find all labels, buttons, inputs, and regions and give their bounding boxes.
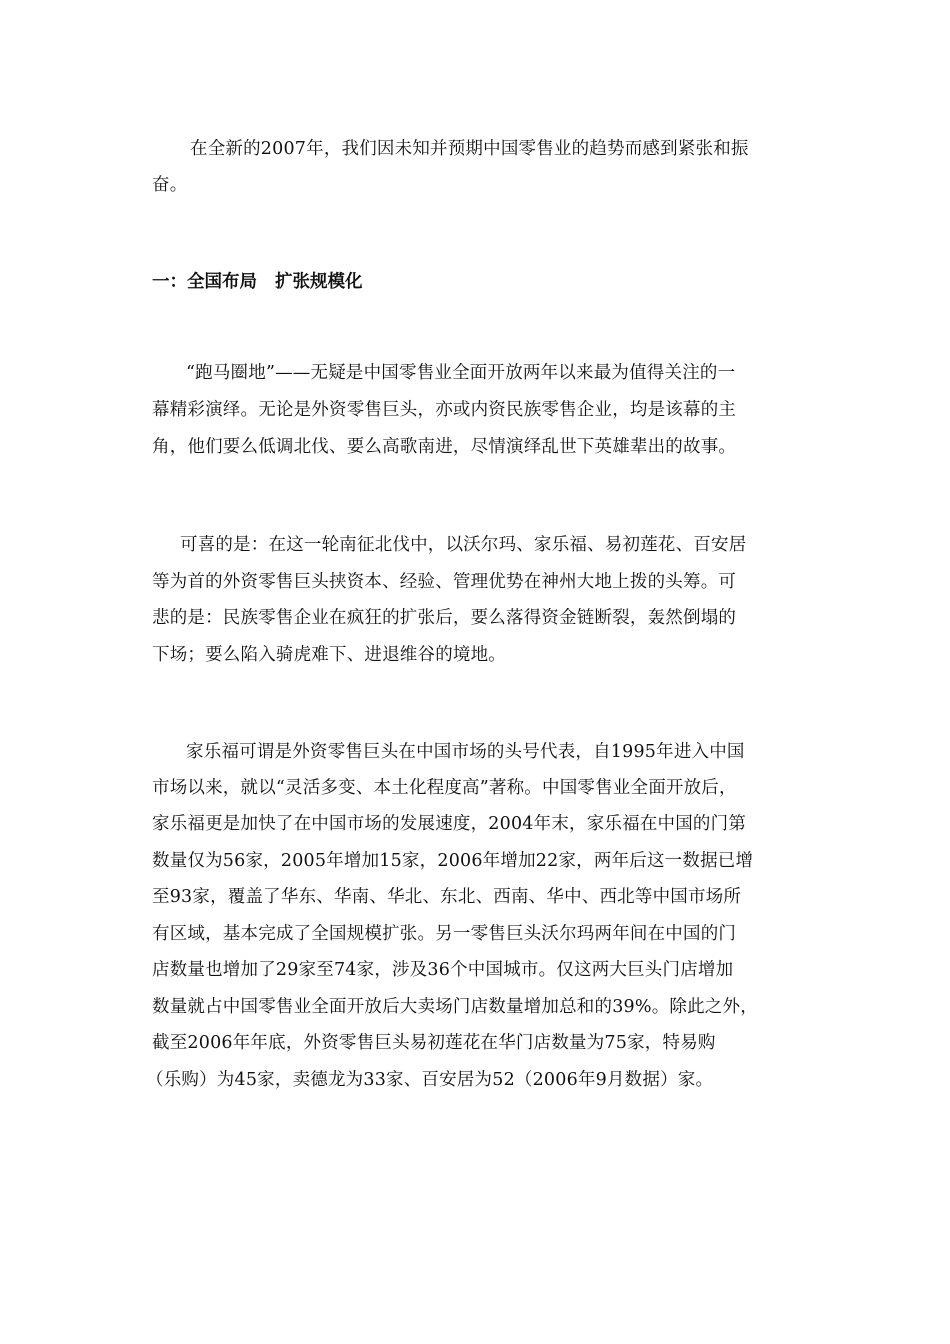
section-title: 扩张规模化 [275,272,363,292]
text-line: “跑马圈地”——无疑是中国零售业全面开放两年以来最为值得关注的一 [186,363,736,383]
text-line: 数量就占中国零售业全面开放后大卖场门店数量增加总和的39%。除此之外， [152,997,758,1017]
text-line: 等为首的外资零售巨头挟资本、经验、管理优势在神州大地上拨的头筹。可 [152,572,737,592]
text-line: 截至2006年年底，外资零售巨头易初莲花在华门店数量为75家，特易购 [152,1033,716,1053]
text-line: 店数量也增加了29家至74家，涉及36个中国城市。仅这两大巨头门店增加 [152,960,734,980]
text-line: 市场以来，就以“灵活多变、本土化程度高”著称。中国零售业全面开放后， [152,778,737,798]
text-line: 有区域，基本完成了全国规模扩张。另一零售巨头沃尔玛两年间在中国的门 [152,924,737,944]
text-line: 奋。 [152,175,188,195]
text-line: 可喜的是：在这一轮南征北伐中，以沃尔玛、家乐福、易初莲花、百安居 [180,535,747,555]
text-line: 下场；要么陷入骑虎难下、进退维谷的境地。 [152,645,506,665]
section-heading [152,270,363,294]
text-line: 至93家，覆盖了华东、华南、华北、东北、西南、华中、西北等中国市场所 [152,887,742,907]
text-line: 在全新的2007年，我们因未知并预期中国零售业的趋势而感到紧张和振 [190,139,749,159]
text-line: 家乐福可谓是外资零售巨头在中国市场的头号代表，自1995年进入中国 [186,742,745,762]
text-line: 悲的是：民族零售企业在疯狂的扩张后，要么落得资金链断裂，轰然倒塌的 [152,608,737,628]
text-line: （乐购）为45家，卖德龙为33家、百安居为52（2006年9月数据）家。 [146,1070,714,1090]
text-line: 家乐福更是加快了在中国市场的发展速度，2004年末，家乐福在中国的门第 [152,814,747,834]
text-line: 幕精彩演绎。无论是外资零售巨头，亦或内资民族零售企业，均是该幕的主 [152,400,737,420]
text-line: 数量仅为56家，2005年增加15家，2006年增加22家，两年后这一数据已增 [152,851,754,871]
section-number: 一：全国布局 [152,272,257,292]
text-line: 角，他们要么低调北伐、要么高歌南进，尽情演绎乱世下英雄辈出的故事。 [152,437,737,457]
